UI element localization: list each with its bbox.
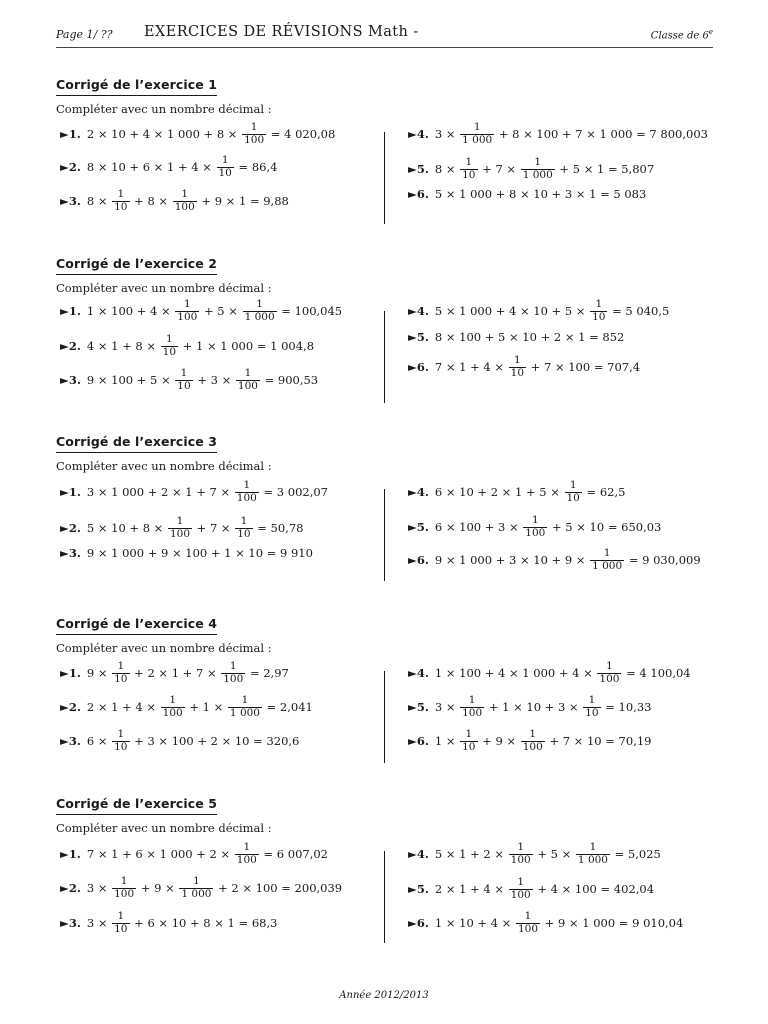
math-expression [87, 189, 289, 212]
fraction-numerator: 1 [229, 660, 237, 673]
fraction [509, 877, 533, 900]
fraction-numerator: 1 [193, 875, 200, 888]
expression-text: 3 × [434, 700, 460, 714]
item-marker: ►6. [408, 553, 429, 567]
expression-text: + 4 × 100 = 402,04 [533, 882, 655, 896]
item-marker: ►6. [408, 734, 429, 748]
item-marker: ►3. [60, 373, 81, 387]
exercise-item [408, 692, 651, 722]
exercise-instruction: Compléter avec un nombre décimal : [56, 821, 272, 835]
fraction [235, 516, 252, 539]
fraction-numerator: 1 [534, 156, 542, 169]
fraction-numerator: 1 [117, 910, 125, 923]
item-marker: ►5. [408, 700, 429, 714]
item-marker: ►6. [408, 360, 429, 374]
math-expression [435, 355, 640, 378]
fraction-denominator: 100 [244, 133, 265, 146]
item-marker: ►4. [408, 127, 429, 141]
exercise-item [60, 873, 342, 903]
expression-text: = 100,045 [277, 304, 343, 318]
exercise-item [408, 512, 661, 542]
fraction-numerator: 1 [244, 367, 252, 380]
expression-text: + 7 × 10 = 70,19 [545, 734, 652, 748]
exercise-item [60, 296, 342, 326]
math-expression [435, 548, 701, 571]
fraction-denominator: 100 [223, 672, 244, 685]
expression-text: + 5 × [200, 304, 242, 318]
exercise-item [408, 726, 651, 756]
expression-text: = 50,78 [253, 521, 304, 535]
expression-text: 9 × 1 000 + 9 × 100 + 1 × 10 = 9 910 [86, 546, 313, 560]
expression-text: 1 × 100 + 4 × 1 000 + 4 × [434, 666, 597, 680]
fraction-numerator: 1 [529, 728, 537, 741]
math-expression [87, 842, 328, 865]
expression-text: + 5 × 1 = 5,807 [555, 162, 655, 176]
math-expression [87, 516, 304, 539]
expression-text: 9 × [86, 666, 112, 680]
fraction-denominator: 10 [462, 168, 476, 181]
exercise-item [408, 352, 640, 382]
expression-text: = 10,33 [601, 700, 652, 714]
expression-text: 5 × 1 + 2 × [434, 847, 508, 861]
math-expression [87, 729, 300, 752]
expression-text: 1 × 10 + 4 × [434, 916, 515, 930]
expression-text: + 9 × 1 000 = 9 010,04 [541, 916, 684, 930]
exercise-item [60, 152, 277, 182]
item-marker: ►4. [408, 304, 429, 318]
fraction-denominator: 100 [517, 922, 539, 935]
fraction [112, 911, 129, 934]
page-number: Page 1/ ?? [56, 28, 113, 41]
column-divider [384, 311, 385, 403]
fraction [590, 548, 624, 571]
expression-text: + 5 × [533, 847, 575, 861]
math-expression [87, 546, 313, 560]
expression-text: 8 × 10 + 6 × 1 + 4 × [86, 160, 216, 174]
expression-text: + 7 × [478, 162, 520, 176]
exercise-title: Corrigé de l’exercice 2 [56, 256, 217, 275]
fraction [161, 695, 185, 718]
fraction-numerator: 1 [181, 188, 189, 201]
fraction-denominator: 100 [522, 740, 543, 753]
fraction-denominator: 100 [236, 853, 257, 866]
expression-text: = 3 002,07 [259, 485, 329, 499]
fraction-numerator: 1 [473, 121, 481, 134]
fraction-denominator: 100 [174, 200, 195, 213]
expression-text: = 6 007,02 [259, 847, 329, 861]
exercise-item [408, 179, 646, 209]
fraction-numerator: 1 [250, 121, 258, 134]
expression-text: = 5,025 [610, 847, 661, 861]
expression-text: = 900,53 [260, 373, 319, 387]
expression-text: = 5 040,5 [608, 304, 670, 318]
expression-text: + 2 × 100 = 200,039 [214, 881, 343, 895]
expression-text: 6 × 100 + 3 × [434, 520, 523, 534]
exercise-item [408, 322, 624, 352]
expression-text: = 2,97 [246, 666, 289, 680]
math-expression [87, 334, 314, 357]
expression-text: 9 × 100 + 5 × [86, 373, 175, 387]
fraction-numerator: 1 [180, 367, 188, 380]
math-expression [87, 122, 335, 145]
item-marker: ►5. [408, 330, 429, 344]
fraction-numerator: 1 [595, 298, 603, 311]
fraction-numerator: 1 [606, 660, 613, 673]
exercise-title: Corrigé de l’exercice 5 [56, 796, 217, 815]
math-expression [435, 661, 691, 684]
fraction-numerator: 1 [120, 875, 128, 888]
fraction-denominator: 1 000 [522, 168, 553, 181]
fraction [235, 480, 259, 503]
expression-text: 5 × 1 000 + 4 × 10 + 5 × [434, 304, 590, 318]
expression-text: + 1 × [185, 700, 227, 714]
expression-text: + 8 × [130, 194, 172, 208]
fraction-denominator: 10 [114, 672, 128, 685]
fraction-numerator: 1 [517, 876, 525, 889]
math-expression [435, 877, 654, 900]
fraction-numerator: 1 [240, 515, 248, 528]
expression-text: + 3 × 100 + 2 × 10 = 320,6 [130, 734, 300, 748]
fraction [460, 729, 477, 752]
expression-text: + 6 × 10 + 8 × 1 = 68,3 [130, 916, 278, 930]
fraction [179, 876, 213, 899]
fraction [112, 729, 129, 752]
fraction-denominator: 10 [462, 740, 476, 753]
math-expression [87, 299, 342, 322]
exercise-item [60, 538, 313, 568]
fraction [576, 842, 610, 865]
fraction-numerator: 1 [117, 188, 125, 201]
fraction-denominator: 100 [169, 527, 191, 540]
exercise-title: Corrigé de l’exercice 1 [56, 77, 217, 96]
expression-text: 5 × 1 000 + 8 × 10 + 3 × 1 = 5 083 [434, 187, 647, 201]
expression-text: 8 × 100 + 5 × 10 + 2 × 1 = 852 [434, 330, 625, 344]
item-marker: ►2. [60, 339, 81, 353]
fraction-numerator: 1 [243, 841, 251, 854]
item-marker: ►1. [60, 666, 81, 680]
exercise-title: Corrigé de l’exercice 3 [56, 434, 217, 453]
page-header [56, 22, 713, 46]
fraction-denominator: 10 [218, 166, 232, 179]
math-expression [87, 911, 278, 934]
fraction-denominator: 10 [177, 379, 191, 392]
document-title: EXERCICES DE RÉVISIONS Math - [144, 24, 419, 40]
exercise-item [60, 658, 289, 688]
exercise-item [408, 477, 625, 507]
fraction [221, 661, 245, 684]
fraction [236, 368, 260, 391]
expression-text: 6 × [86, 734, 112, 748]
expression-text: + 7 × [193, 521, 235, 535]
exercise-instruction: Compléter avec un nombre décimal : [56, 641, 272, 655]
math-expression [435, 911, 683, 934]
exercise-item [408, 839, 661, 869]
expression-text: = 4 020,08 [267, 127, 336, 141]
expression-text: 8 × [434, 162, 460, 176]
fraction [583, 695, 600, 718]
expression-text: 3 × [434, 127, 460, 141]
exercise-3 [56, 434, 713, 604]
item-marker: ►2. [60, 881, 81, 895]
exercise-instruction: Compléter avec un nombre décimal : [56, 281, 272, 295]
item-marker: ►6. [408, 916, 429, 930]
expression-text: 2 × 10 + 4 × 1 000 + 8 × [86, 127, 242, 141]
exercise-4 [56, 616, 713, 786]
math-expression [435, 515, 662, 538]
expression-text: 6 × 10 + 2 × 1 + 5 × [434, 485, 564, 499]
expression-text: + 3 × [193, 373, 235, 387]
fraction [460, 157, 477, 180]
fraction-denominator: 100 [177, 310, 198, 323]
exercise-item [60, 186, 289, 216]
expression-text: = 2,041 [262, 700, 313, 714]
expression-text: + 5 × 10 = 650,03 [548, 520, 662, 534]
expression-text: 5 × 10 + 8 × [86, 521, 167, 535]
item-marker: ►4. [408, 666, 429, 680]
expression-text: 2 × 1 + 4 × [434, 882, 508, 896]
fraction-denominator: 100 [599, 672, 620, 685]
item-marker: ►5. [408, 520, 429, 534]
page-footer: Année 2012/2013 [339, 990, 429, 1001]
exercise-instruction: Compléter avec un nombre décimal : [56, 459, 272, 473]
fraction-denominator: 10 [162, 345, 177, 358]
fraction-numerator: 1 [524, 910, 532, 923]
fraction-numerator: 1 [221, 154, 229, 167]
fraction-numerator: 1 [256, 298, 263, 311]
exercise-item [60, 477, 328, 507]
fraction-numerator: 1 [465, 156, 473, 169]
fraction-denominator: 100 [237, 379, 258, 392]
fraction-denominator: 1 000 [229, 706, 260, 719]
fraction [161, 334, 178, 357]
exercise-instruction: Compléter avec un nombre décimal : [56, 102, 272, 116]
fraction [243, 299, 277, 322]
item-marker: ►1. [60, 485, 81, 499]
fraction [228, 695, 262, 718]
item-marker: ►4. [408, 847, 429, 861]
expression-text: = 86,4 [234, 160, 278, 174]
exercise-title: Corrigé de l’exercice 4 [56, 616, 217, 635]
math-expression [87, 876, 342, 899]
expression-text: = 4 100,04 [622, 666, 691, 680]
item-marker: ►2. [60, 700, 81, 714]
fraction [112, 189, 129, 212]
math-expression [435, 480, 626, 503]
fraction-numerator: 1 [517, 841, 525, 854]
fraction [175, 368, 192, 391]
fraction-denominator: 100 [114, 887, 135, 900]
fraction-numerator: 1 [569, 479, 577, 492]
expression-text: 7 × 1 + 4 × [434, 360, 508, 374]
expression-text: 7 × 1 + 6 × 1 000 + 2 × [86, 847, 234, 861]
exercise-1 [56, 77, 713, 247]
exercise-item [60, 365, 318, 395]
item-marker: ►6. [408, 187, 429, 201]
item-marker: ►5. [408, 162, 429, 176]
expression-text: 1 × [434, 734, 460, 748]
expression-text: + 9 × 1 = 9,88 [197, 194, 289, 208]
fraction [460, 122, 494, 145]
exercise-item [408, 545, 701, 575]
expression-text: 3 × 1 000 + 2 × 1 + 7 × [86, 485, 234, 499]
expression-text: + 7 × 100 = 707,4 [527, 360, 641, 374]
expression-text: + 9 × [137, 881, 179, 895]
exercise-item [60, 839, 328, 869]
math-expression [435, 842, 661, 865]
expression-text: + 8 × 100 + 7 × 1 000 = 7 800,003 [495, 127, 708, 141]
expression-text: 4 × 1 + 8 × [86, 339, 160, 353]
fraction-numerator: 1 [166, 333, 173, 346]
fraction [523, 515, 547, 538]
math-expression [87, 480, 328, 503]
fraction-denominator: 1 000 [592, 559, 623, 572]
fraction-numerator: 1 [117, 728, 125, 741]
fraction-denominator: 1 000 [577, 853, 608, 866]
expression-text: + 2 × 1 + 7 × [130, 666, 221, 680]
exercise-item [408, 874, 654, 904]
fraction-numerator: 1 [243, 479, 251, 492]
fraction-denominator: 100 [462, 706, 483, 719]
fraction-numerator: 1 [176, 515, 184, 528]
fraction [509, 355, 526, 378]
fraction-denominator: 10 [114, 200, 128, 213]
fraction-numerator: 1 [183, 298, 191, 311]
fraction [112, 876, 136, 899]
fraction [235, 842, 259, 865]
class-label [651, 28, 713, 41]
fraction [217, 155, 234, 178]
fraction [597, 661, 621, 684]
fraction-numerator: 1 [241, 694, 249, 707]
fraction [173, 189, 197, 212]
fraction-numerator: 1 [603, 547, 611, 560]
exercise-2 [56, 256, 713, 426]
item-marker: ►3. [60, 916, 81, 930]
math-expression [435, 695, 652, 718]
expression-text: + 1 × 10 + 3 × [485, 700, 583, 714]
fraction-denominator: 10 [510, 366, 525, 379]
item-marker: ►5. [408, 882, 429, 896]
fraction-denominator: 1 000 [244, 310, 275, 323]
fraction-denominator: 1 000 [462, 133, 493, 146]
fraction-numerator: 1 [588, 694, 596, 707]
fraction-numerator: 1 [589, 841, 597, 854]
math-expression [435, 122, 708, 145]
expression-text: + 1 × 1 000 = 1 004,8 [179, 339, 315, 353]
expression-text: = 9 030,009 [625, 553, 701, 567]
fraction-numerator: 1 [531, 514, 539, 527]
fraction [242, 122, 266, 145]
item-marker: ►4. [408, 485, 429, 499]
item-marker: ►2. [60, 160, 81, 174]
fraction [175, 299, 199, 322]
exercise-item [408, 908, 683, 938]
exercise-item [60, 331, 314, 361]
class-label-text: Classe de 6 [650, 30, 709, 42]
expression-text: 3 × [86, 881, 112, 895]
fraction-denominator: 100 [510, 888, 531, 901]
fraction-denominator: 10 [592, 310, 606, 323]
item-marker: ►1. [60, 847, 81, 861]
exercise-item [408, 119, 708, 149]
exercise-item [60, 726, 299, 756]
item-marker: ►3. [60, 546, 81, 560]
fraction-denominator: 100 [236, 491, 257, 504]
fraction [565, 480, 582, 503]
expression-text: = 62,5 [582, 485, 626, 499]
fraction-numerator: 1 [514, 354, 521, 367]
math-expression [435, 187, 646, 201]
class-label-sup: e [708, 28, 713, 36]
fraction [521, 157, 555, 180]
item-marker: ►2. [60, 521, 81, 535]
header-rule [56, 47, 713, 48]
math-expression [435, 330, 624, 344]
math-expression [435, 729, 652, 752]
math-expression [87, 155, 278, 178]
exercise-item [408, 658, 691, 688]
fraction-numerator: 1 [169, 694, 177, 707]
expression-text: 8 × [86, 194, 112, 208]
expression-text: 1 × 100 + 4 × [86, 304, 175, 318]
fraction-denominator: 10 [114, 740, 128, 753]
item-marker: ►3. [60, 734, 81, 748]
fraction-denominator: 10 [237, 527, 251, 540]
fraction-denominator: 100 [525, 526, 546, 539]
math-expression [87, 661, 289, 684]
fraction-denominator: 1 000 [181, 887, 212, 900]
exercise-item [60, 692, 313, 722]
item-marker: ►1. [60, 127, 81, 141]
math-expression [87, 368, 318, 391]
fraction-numerator: 1 [465, 728, 473, 741]
fraction [521, 729, 545, 752]
fraction [516, 911, 540, 934]
exercise-item [60, 908, 277, 938]
item-marker: ►3. [60, 194, 81, 208]
fraction [168, 516, 192, 539]
expression-text: 3 × [86, 916, 112, 930]
item-marker: ►1. [60, 304, 81, 318]
math-expression [435, 299, 669, 322]
expression-text: 9 × 1 000 + 3 × 10 + 9 × [434, 553, 590, 567]
fraction-numerator: 1 [468, 694, 476, 707]
fraction-denominator: 100 [162, 706, 183, 719]
math-expression [87, 695, 313, 718]
exercise-item [60, 119, 335, 149]
fraction [460, 695, 484, 718]
fraction-denominator: 10 [585, 706, 599, 719]
fraction-denominator: 10 [566, 491, 580, 504]
math-expression [435, 157, 654, 180]
expression-text: 2 × 1 + 4 × [86, 700, 160, 714]
column-divider [384, 671, 385, 763]
column-divider [384, 489, 385, 581]
expression-text: + 9 × [478, 734, 520, 748]
column-divider [384, 851, 385, 943]
exercise-5 [56, 796, 713, 966]
fraction-numerator: 1 [117, 660, 125, 673]
fraction [590, 299, 607, 322]
fraction [509, 842, 533, 865]
fraction-denominator: 10 [114, 922, 128, 935]
fraction [112, 661, 129, 684]
column-divider [384, 132, 385, 224]
fraction-denominator: 100 [510, 853, 531, 866]
